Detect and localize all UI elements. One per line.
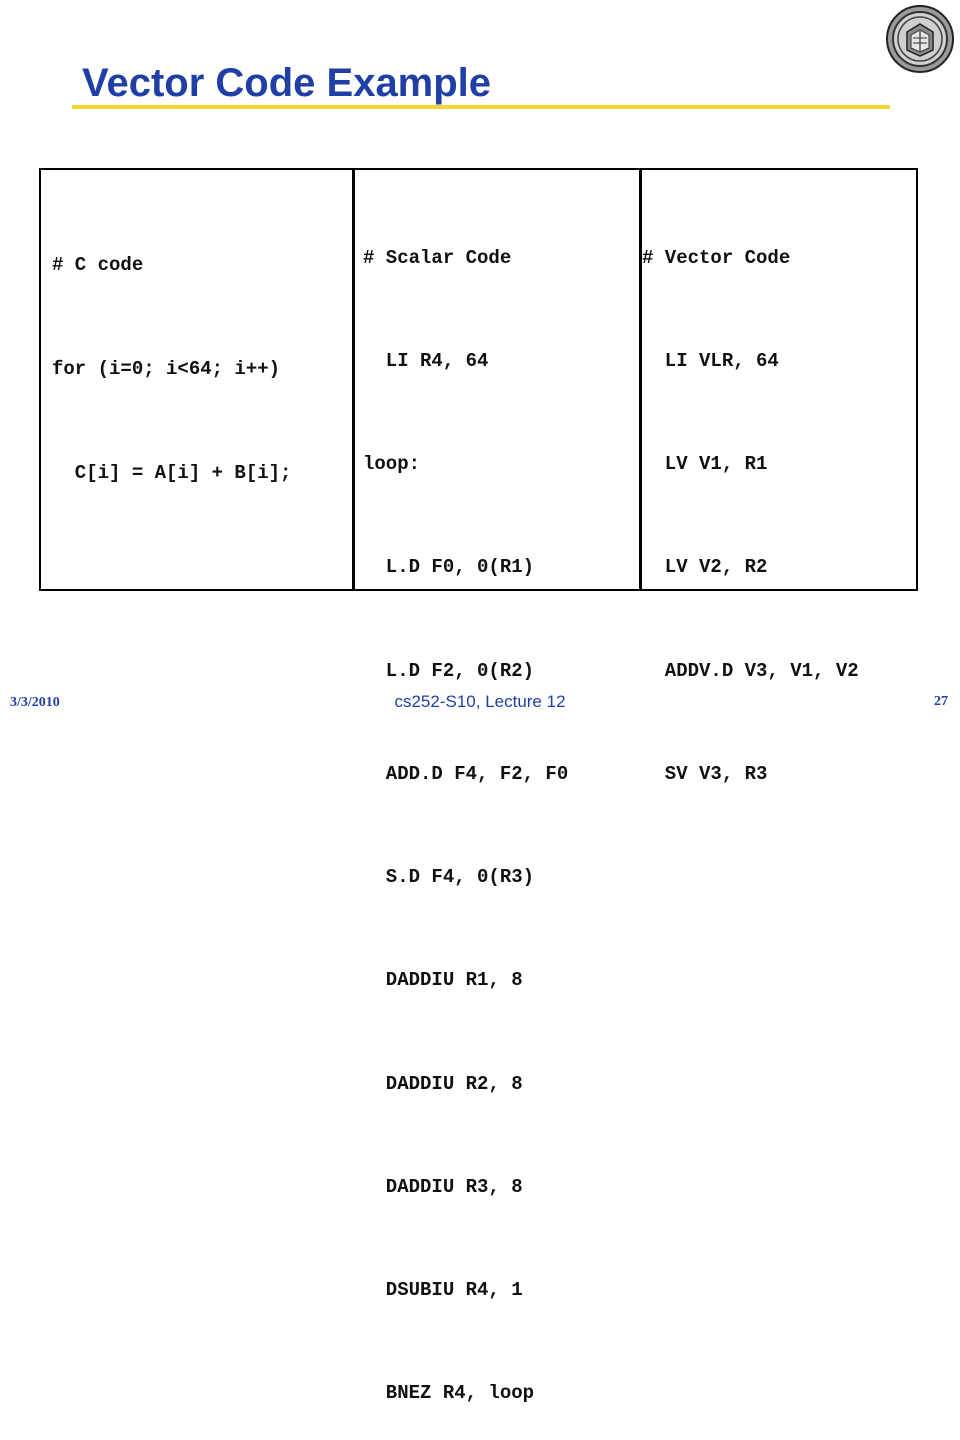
code-line: ADD.D F4, F2, F0 bbox=[363, 762, 569, 785]
code-line: L.D F0, 0(R1) bbox=[363, 556, 535, 579]
slide-title: Vector Code Example bbox=[82, 61, 492, 105]
code-line: C[i] = A[i] + B[i]; bbox=[52, 461, 292, 484]
c-code-block bbox=[52, 179, 291, 560]
title-underline bbox=[72, 105, 890, 109]
code-line: LI R4, 64 bbox=[363, 350, 489, 373]
vector-code-block bbox=[642, 172, 859, 860]
code-line: LV V1, R1 bbox=[642, 453, 768, 476]
code-line: S.D F4, 0(R3) bbox=[363, 866, 535, 889]
code-line: loop: bbox=[363, 453, 421, 476]
code-line: for (i=0; i<64; i++) bbox=[52, 357, 281, 380]
scalar-code-block bbox=[363, 172, 568, 1440]
code-line: # Scalar Code bbox=[363, 246, 512, 269]
page-number: 27 bbox=[934, 694, 948, 709]
code-line: DADDIU R2, 8 bbox=[363, 1072, 523, 1095]
code-line: ADDV.D V3, V1, V2 bbox=[642, 659, 859, 682]
code-line: L.D F2, 0(R2) bbox=[363, 659, 535, 682]
footer-course: cs252-S10, Lecture 12 bbox=[394, 692, 566, 711]
code-line: BNEZ R4, loop bbox=[363, 1382, 535, 1405]
code-line: # Vector Code bbox=[642, 246, 791, 269]
footer-date: 3/3/2010 bbox=[10, 695, 60, 710]
university-seal-icon bbox=[885, 4, 955, 74]
code-line: LV V2, R2 bbox=[642, 556, 768, 579]
code-line: SV V3, R3 bbox=[642, 762, 768, 785]
code-line: DADDIU R1, 8 bbox=[363, 969, 523, 992]
code-line: DSUBIU R4, 1 bbox=[363, 1279, 523, 1301]
code-line: LI VLR, 64 bbox=[642, 350, 779, 373]
code-line: # C code bbox=[52, 254, 144, 277]
column-divider bbox=[352, 170, 355, 589]
code-line: DADDIU R3, 8 bbox=[363, 1175, 523, 1198]
